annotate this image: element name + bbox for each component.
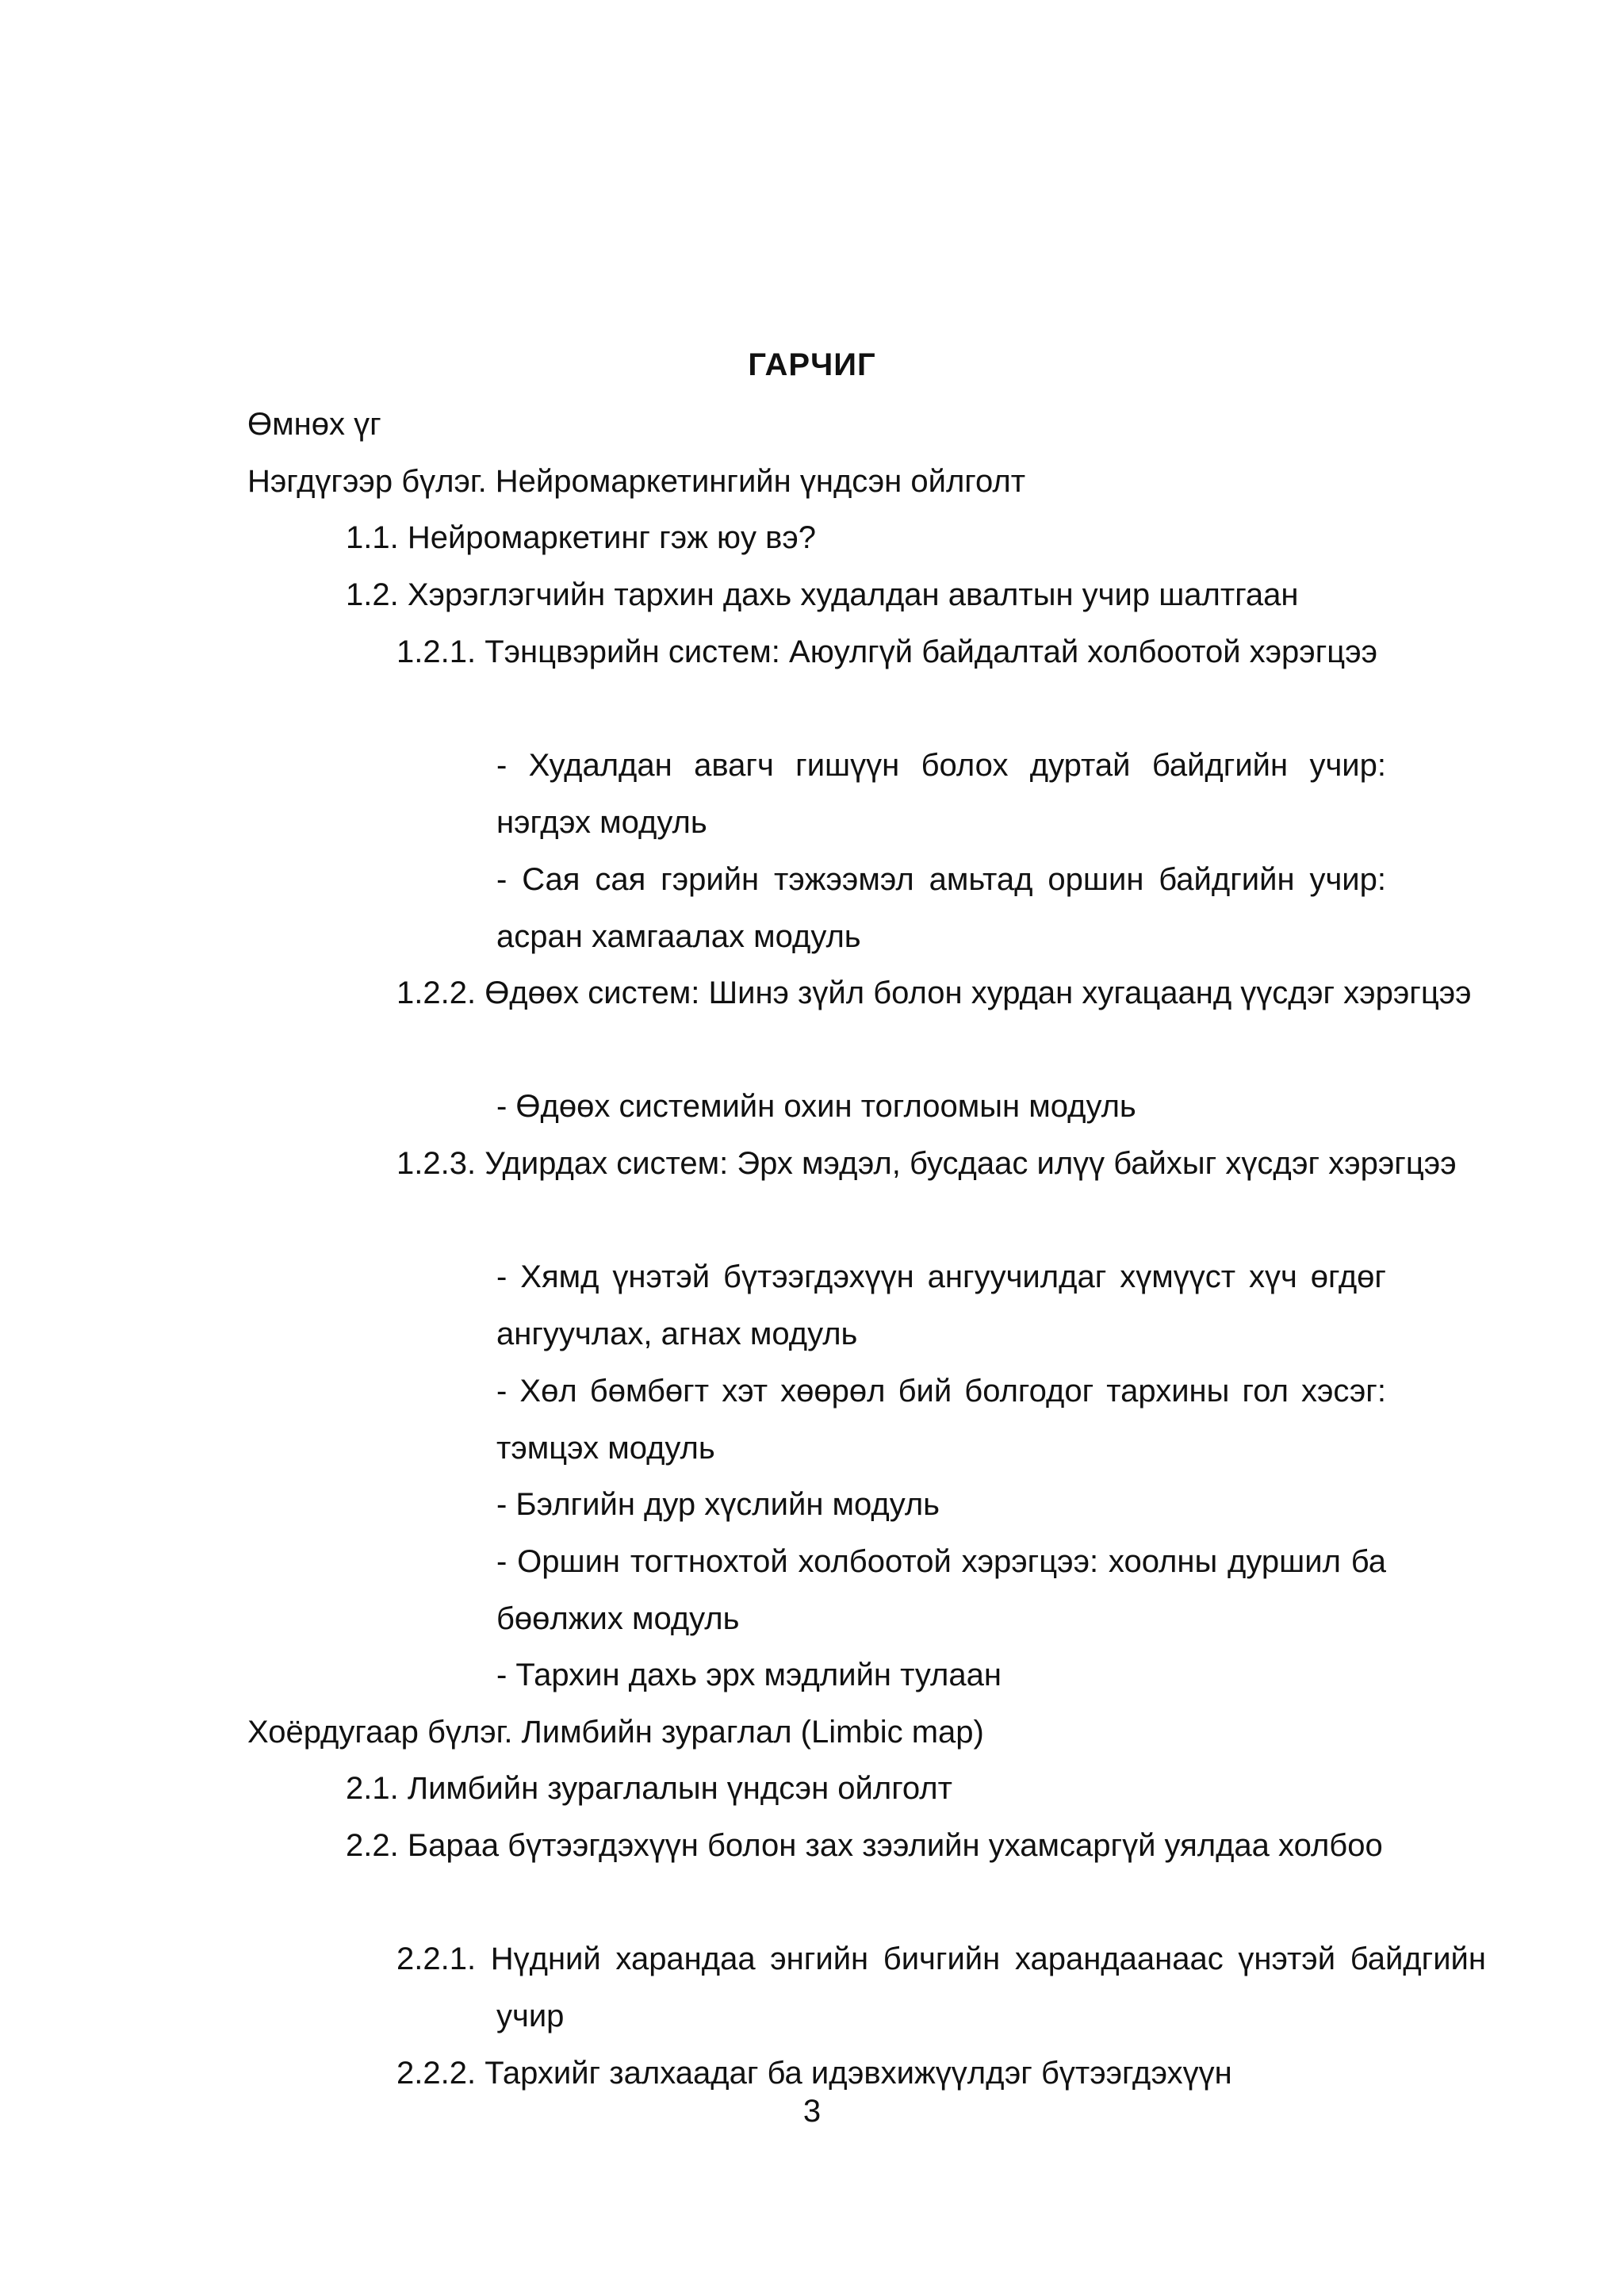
toc-entry-section-2-1: 2.1. Лимбийн зураглалын үндсэн ойлголт <box>346 1771 952 1806</box>
page-number: 3 <box>802 2094 822 2129</box>
toc-entry-section-2-2-1: 2.2.1. Нүдний харандаа энгийн бичгийн харандаанаас үнэтэй байдгийн учир <box>396 1941 1486 2033</box>
toc-entry-preface: Өмнөх үг <box>247 407 381 442</box>
toc-entry-section-1-2: 1.2. Хэрэглэгчийн тархин дахь худалдан авалтын учир шалтгаан <box>346 577 1299 612</box>
toc-entry-chapter-1: Нэгдүгээр бүлэг. Нейромаркетингийн үндсэн ойлголт <box>247 464 1026 499</box>
toc-entry-section-1-2-3-item-c: - Бэлгийн дур хүслийн модуль <box>496 1487 940 1522</box>
toc-entry-section-2-2: 2.2. Бараа бүтээгдэхүүн болон зах зээлийн ухамсаргүй уялдаа холбоо <box>346 1828 1383 1863</box>
toc-entry-section-1-2-1: 1.2.1. Тэнцвэрийн систем: Аюулгүй байдалтай холбоотой хэрэгцээ <box>396 634 1378 669</box>
toc-entry-section-1-2-3-item-a: - Хямд үнэтэй бүтээгдэхүүн ангуучилдаг хүмүүст хүч өгдөг ангуучлах, агнах модуль <box>496 1259 1386 1351</box>
toc-entry-section-1-2-1-item-a: - Худалдан авагч гишүүн болох дуртай байдгийн учир: нэгдэх модуль <box>496 748 1386 840</box>
toc-entry-section-1-1: 1.1. Нейромаркетинг гэж юу вэ? <box>346 520 817 555</box>
toc-entry-chapter-2: Хоёрдугаар бүлэг. Лимбийн зураглал (Limbic map) <box>247 1715 984 1750</box>
toc-entry-section-1-2-1-item-b: - Сая сая гэрийн тэжээмэл амьтад оршин байдгийн учир: асран хамгаалах модуль <box>496 862 1386 954</box>
toc-entry-section-1-2-2: 1.2.2. Өдөөх систем: Шинэ зүйл болон хурдан хугацаанд үүсдэг хэрэгцээ <box>396 976 1472 1010</box>
toc-entry-section-1-2-3-item-b: - Хөл бөмбөгт хэт хөөрөл бий болгодог тархины гол хэсэг: тэмцэх модуль <box>496 1374 1386 1466</box>
toc-entry-section-1-2-2-item-a: - Өдөөх системийн охин тоглоомын модуль <box>496 1089 1136 1124</box>
toc-title: ГАРЧИГ <box>748 347 876 382</box>
toc-entry-section-2-2-2: 2.2.2. Тархийг залхаадаг ба идэвхижүүлдэг бүтээгдэхүүн <box>396 2056 1232 2091</box>
toc-entry-section-1-2-3-item-d: - Оршин тогтнохтой холбоотой хэрэгцээ: хоолны дуршил ба бөөлжих модуль <box>496 1544 1386 1636</box>
toc-entry-section-1-2-3: 1.2.3. Удирдах систем: Эрх мэдэл, бусдаас илүү байхыг хүсдэг хэрэгцээ <box>396 1146 1457 1181</box>
toc-entry-section-1-2-3-item-e: - Тархин дахь эрх мэдлийн тулаан <box>496 1658 1002 1692</box>
